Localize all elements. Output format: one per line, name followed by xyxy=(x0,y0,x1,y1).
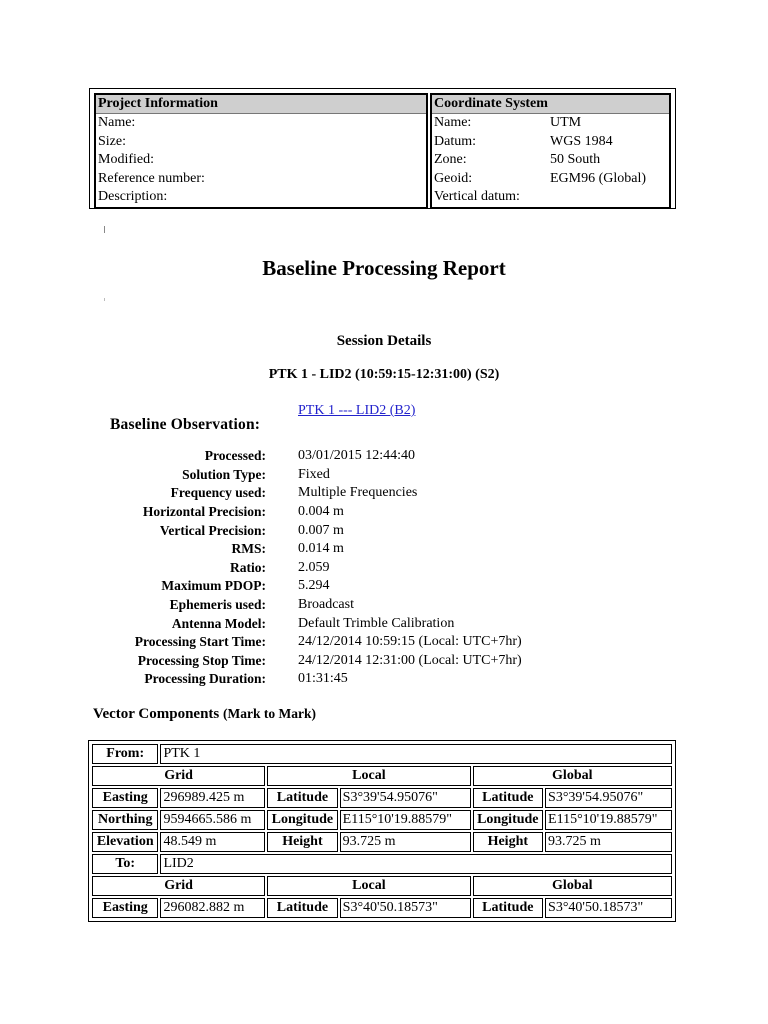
from-header-row xyxy=(92,766,672,786)
coordinate-system-table xyxy=(432,95,669,207)
vector-table-grid xyxy=(90,742,674,920)
to-header-row xyxy=(92,876,672,896)
northing-value: 9594665.586 m xyxy=(160,810,265,830)
to-local-latitude-value: S3°40'50.18573" xyxy=(340,898,471,918)
project-modified-label: Modified: xyxy=(98,152,154,168)
project-description-label: Description: xyxy=(98,189,168,205)
baseline-details xyxy=(100,447,522,689)
cs-geoid-label: Geoid: xyxy=(434,170,473,186)
detail-row xyxy=(100,577,522,596)
vector-components-heading xyxy=(93,706,316,723)
session-name: PTK 1 - LID2 (10:59:15-12:31:00) (S2) xyxy=(268,367,500,382)
to-grid-heading: Grid xyxy=(92,876,265,896)
detail-value: 01:31:45 xyxy=(298,671,348,687)
vector-components-suffix: (Mark to Mark) xyxy=(223,706,316,721)
from-grid-heading: Grid xyxy=(92,766,265,786)
to-global-latitude-value: S3°40'50.18573" xyxy=(545,898,672,918)
cs-geoid-value: EGM96 (Global) xyxy=(550,170,647,186)
project-reference-label: Reference number: xyxy=(98,170,205,186)
elevation-value: 48.549 m xyxy=(160,832,265,852)
table-row xyxy=(92,788,672,808)
detail-row xyxy=(100,540,522,559)
header-layout xyxy=(92,91,673,211)
session-details-heading: Session Details xyxy=(336,333,432,349)
from-local-heading: Local xyxy=(267,766,470,786)
detail-value: Fixed xyxy=(298,466,330,482)
to-local-heading: Local xyxy=(267,876,470,896)
global-latitude-value: S3°39'54.95076" xyxy=(545,788,672,808)
detail-label: Processing Duration: xyxy=(144,671,266,687)
coordinate-system-box xyxy=(430,93,671,209)
easting-value: 296989.425 m xyxy=(160,788,265,808)
cs-datum-value: WGS 1984 xyxy=(550,133,613,149)
detail-value: Default Trimble Calibration xyxy=(298,615,455,631)
vector-components-title: Vector Components xyxy=(93,706,220,722)
detail-label: Ratio: xyxy=(230,559,266,575)
detail-value: 03/01/2015 12:44:40 xyxy=(298,448,416,464)
detail-label: Horizontal Precision: xyxy=(142,504,266,520)
elevation-label: Elevation xyxy=(92,832,158,852)
detail-label: Processing Stop Time: xyxy=(137,652,266,668)
detail-row xyxy=(100,596,522,615)
header-tables xyxy=(89,88,676,209)
detail-value: 0.014 m xyxy=(298,541,344,557)
local-latitude-value: S3°39'54.95076" xyxy=(340,788,471,808)
from-global-heading: Global xyxy=(473,766,672,786)
detail-row xyxy=(100,670,522,689)
detail-value: 0.004 m xyxy=(298,504,344,520)
detail-label: RMS: xyxy=(231,541,266,557)
cs-name-value: UTM xyxy=(550,115,582,131)
to-easting-label: Easting xyxy=(92,898,158,918)
detail-row xyxy=(100,466,522,485)
from-station: PTK 1 xyxy=(160,744,672,764)
detail-row xyxy=(100,652,522,671)
to-global-latitude-label: Latitude xyxy=(473,898,543,918)
table-row xyxy=(92,832,672,852)
divider-tick xyxy=(104,298,105,301)
detail-value: Multiple Frequencies xyxy=(298,485,418,501)
cs-name-label: Name: xyxy=(434,115,472,131)
cs-vertical-datum-label: Vertical datum: xyxy=(434,189,520,205)
local-height-label: Height xyxy=(267,832,337,852)
divider-tick xyxy=(104,226,105,233)
project-size-label: Size: xyxy=(98,133,126,149)
detail-value: 24/12/2014 12:31:00 (Local: UTC+7hr) xyxy=(298,652,522,668)
project-information-box xyxy=(94,93,428,209)
global-height-label: Height xyxy=(473,832,543,852)
detail-label: Processed: xyxy=(204,448,266,464)
detail-value: 5.294 xyxy=(298,578,330,594)
detail-label: Ephemeris used: xyxy=(169,597,266,613)
detail-value: 24/12/2014 10:59:15 (Local: UTC+7hr) xyxy=(298,634,522,650)
cs-datum-label: Datum: xyxy=(434,133,476,149)
detail-label: Processing Start Time: xyxy=(134,634,266,650)
to-label: To: xyxy=(92,854,158,874)
report-title: Baseline Processing Report xyxy=(262,256,506,280)
detail-value: Broadcast xyxy=(298,597,354,613)
global-latitude-label: Latitude xyxy=(473,788,543,808)
table-row xyxy=(92,898,672,918)
detail-value: 2.059 xyxy=(298,559,330,575)
easting-label: Easting xyxy=(92,788,158,808)
detail-label: Antenna Model: xyxy=(171,615,266,631)
local-height-value: 93.725 m xyxy=(340,832,471,852)
to-station: LID2 xyxy=(160,854,672,874)
detail-value: 0.007 m xyxy=(298,522,344,538)
detail-row xyxy=(100,484,522,503)
project-information-heading: Project Information xyxy=(96,95,426,114)
detail-row xyxy=(100,503,522,522)
global-height-value: 93.725 m xyxy=(545,832,672,852)
detail-row xyxy=(100,559,522,578)
to-global-heading: Global xyxy=(473,876,672,896)
detail-row xyxy=(100,521,522,540)
table-row xyxy=(92,810,672,830)
global-longitude-value: E115°10'19.88579" xyxy=(545,810,672,830)
local-latitude-label: Latitude xyxy=(267,788,337,808)
detail-row xyxy=(100,447,522,466)
to-local-latitude-label: Latitude xyxy=(267,898,337,918)
vector-components-table xyxy=(88,740,676,922)
project-name-label: Name: xyxy=(98,115,136,131)
from-label: From: xyxy=(92,744,158,764)
baseline-link[interactable]: PTK 1 --- LID2 (B2) xyxy=(298,403,416,418)
detail-label: Frequency used: xyxy=(170,485,266,501)
coordinate-system-heading: Coordinate System xyxy=(432,95,669,114)
detail-label: Solution Type: xyxy=(182,466,266,482)
northing-label: Northing xyxy=(92,810,158,830)
to-row xyxy=(92,854,672,874)
local-longitude-label: Longitude xyxy=(267,810,337,830)
local-longitude-value: E115°10'19.88579" xyxy=(340,810,471,830)
baseline-observation-label: Baseline Observation: xyxy=(110,416,261,433)
detail-row xyxy=(100,614,522,633)
from-row xyxy=(92,744,672,764)
project-information-table xyxy=(96,95,426,207)
detail-label: Vertical Precision: xyxy=(159,522,266,538)
cs-zone-label: Zone: xyxy=(434,152,467,168)
cs-zone-value: 50 South xyxy=(550,152,601,168)
global-longitude-label: Longitude xyxy=(473,810,543,830)
detail-row xyxy=(100,633,522,652)
to-easting-value: 296082.882 m xyxy=(160,898,265,918)
detail-label: Maximum PDOP: xyxy=(161,578,266,594)
